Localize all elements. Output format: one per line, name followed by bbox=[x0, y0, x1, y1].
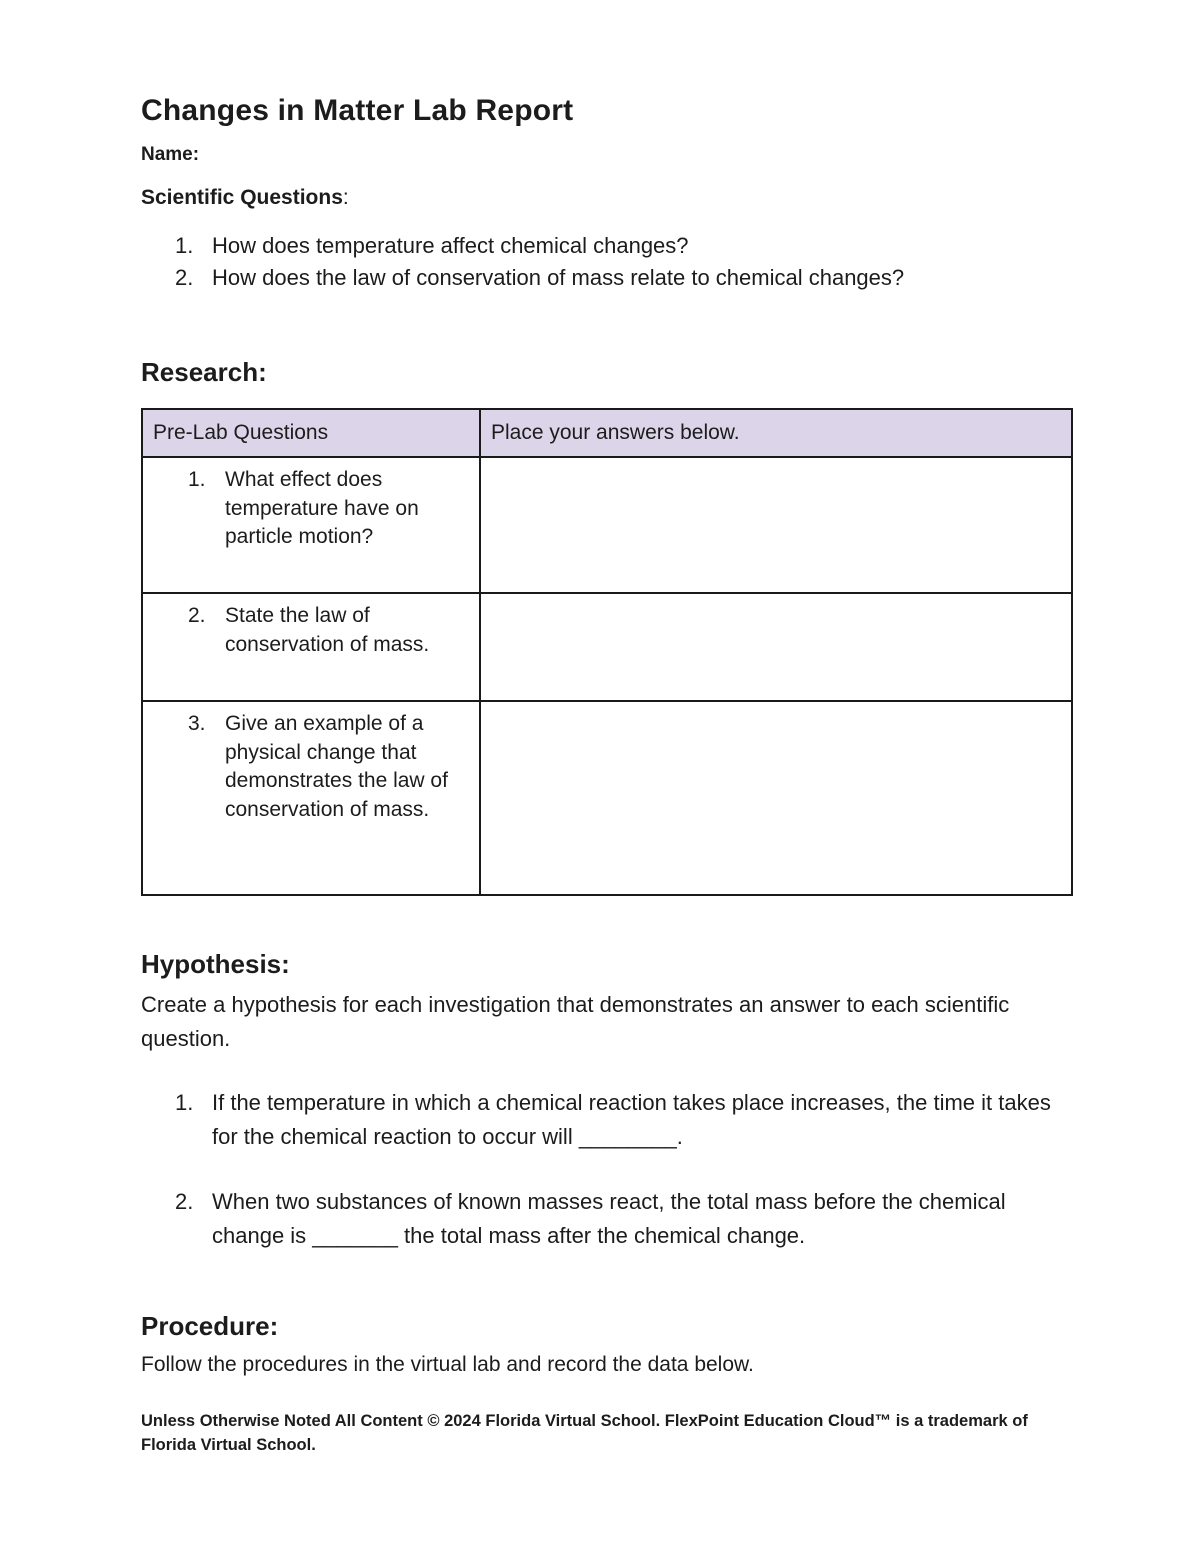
answer-cell[interactable] bbox=[480, 457, 1072, 593]
table-row bbox=[142, 701, 1072, 895]
procedure-heading: Procedure: bbox=[141, 1311, 279, 1341]
table-row bbox=[142, 593, 1072, 701]
question-text: State the law of conservation of mass. bbox=[225, 604, 430, 656]
scientific-questions-heading-colon: : bbox=[342, 186, 349, 209]
hypothesis-item-text: If the temperature in which a chemical reaction takes place increases, the time it takes for the chemical reaction to occur will ________. bbox=[212, 1090, 1051, 1149]
question-cell bbox=[142, 457, 480, 593]
question-cell bbox=[142, 701, 480, 895]
list-item bbox=[141, 263, 904, 295]
table-header-row bbox=[142, 409, 1072, 457]
copyright-footer: Unless Otherwise Noted All Content © 2024 Florida Virtual School. FlexPoint Education Cloud™ is a trademark of Florida Virtual School. bbox=[141, 1412, 1028, 1454]
column-header-questions: Pre-Lab Questions bbox=[142, 409, 480, 457]
name-label: Name: bbox=[141, 144, 200, 165]
scientific-questions-heading-text: Scientific Questions bbox=[141, 186, 343, 209]
question-number: 2. bbox=[188, 604, 206, 627]
question-cell bbox=[142, 593, 480, 701]
column-header-answers: Place your answers below. bbox=[480, 409, 1072, 457]
hypothesis-heading: Hypothesis: bbox=[141, 949, 290, 979]
answer-cell[interactable] bbox=[480, 593, 1072, 701]
question-text: Give an example of a physical change that demonstrates the law of conservation of mass. bbox=[225, 712, 448, 821]
hypothesis-item-text: When two substances of known masses react, the total mass before the chemical change is _______ the total mass after the chemical change. bbox=[212, 1189, 1006, 1248]
research-heading: Research: bbox=[141, 357, 267, 387]
hypothesis-item bbox=[175, 1185, 1052, 1253]
question-text: What effect does temperature have on particle motion? bbox=[225, 468, 419, 548]
list-item bbox=[141, 231, 904, 263]
pre-lab-table bbox=[141, 408, 1073, 896]
page-title: Changes in Matter Lab Report bbox=[141, 94, 574, 127]
hypothesis-instructions: Create a hypothesis for each investigation that demonstrates an answer to each scientific question. bbox=[141, 992, 1010, 1051]
scientific-questions-heading bbox=[141, 186, 349, 210]
procedure-text: Follow the procedures in the virtual lab and record the data below. bbox=[141, 1353, 754, 1376]
list-item-number: 2. bbox=[175, 265, 194, 290]
list-item-text: How does temperature affect chemical changes? bbox=[212, 233, 689, 258]
answer-cell[interactable] bbox=[480, 701, 1072, 895]
question-number: 3. bbox=[188, 712, 206, 735]
scientific-questions-list bbox=[141, 231, 904, 295]
table-row bbox=[142, 457, 1072, 593]
list-item-number: 1. bbox=[175, 233, 194, 258]
hypothesis-item bbox=[175, 1086, 1052, 1154]
hypothesis-item-number: 1. bbox=[175, 1090, 194, 1115]
hypothesis-item-number: 2. bbox=[175, 1189, 194, 1214]
list-item-text: How does the law of conservation of mass relate to chemical changes? bbox=[212, 265, 905, 290]
question-number: 1. bbox=[188, 468, 206, 491]
